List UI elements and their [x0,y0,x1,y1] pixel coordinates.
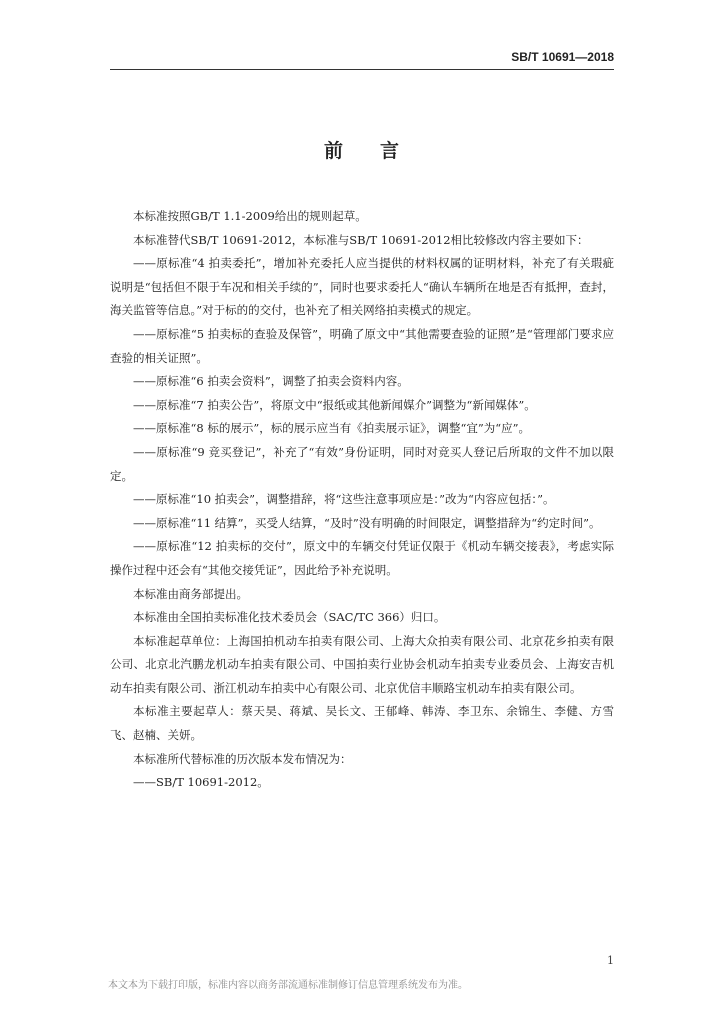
paragraph: ——原标准“10 拍卖会”，调整措辞，将“这些注意事项应是：”改为“内容应包括：”。 [133,492,555,507]
paragraph: ——原标准“7 拍卖公告”，将原文中“报纸或其他新闻媒介”调整为“新闻媒体”。 [133,397,536,412]
paragraph: ——原标准“11 结算”，买受人结算，“及时”没有明确的时间限定，调整措辞为“约定时间”。 [133,515,601,530]
paragraph: 本标准替代SB/T 10691-2012，本标准与SB/T 10691-2012相比较修改内容主要如下： [133,232,589,247]
title-part-2: 言 [380,140,401,162]
paragraph: ——原标准“8 标的展示”，标的展示应当有《拍卖展示证》，调整“宜”为“应”。 [133,421,530,436]
paragraph: ——原标准“5 拍卖标的查验及保管”，明确了原文中“其他需要查验的证照”是“管理部门要求应查验的相关证照”。 [110,326,614,365]
paragraph: 本标准主要起草人：蔡天昊、蒋斌、吴长文、王郁峰、韩涛、李卫东、余锦生、李健、方雪飞、赵楠、关妍。 [110,704,614,743]
paragraph: ——原标准“12 拍卖标的交付”，原文中的车辆交付凭证仅限于《机动车辆交接表》，考虑实际操作过程中还会有“其他交接凭证”，因此给予补充说明。 [110,539,614,577]
paragraph: ——原标准“6 拍卖会资料”，调整了拍卖会资料内容。 [133,374,409,389]
paragraph: ——原标准“4 拍卖委托”，增加补充委托人应当提供的材料权属的证明材料，补充了有关瑕疵说明是“包括但不限于车况和相关手续的”，同时也要求委托人“确认车辆所在地是否有抵押，查封，海关监管等信息。”对于标的的交付，也补充了相关网络拍卖模式的规定。 [110,256,614,318]
paragraph: 本标准起草单位：上海国拍机动车拍卖有限公司、上海大众拍卖有限公司、北京花乡拍卖有限公司、北京北汽鹏龙机动车拍卖有限公司、中国拍卖行业协会机动车拍卖专业委员会、上海安吉机动车拍卖有限公司、浙江机动车拍卖中心有限公司、北京优信丰顺路宝机动车拍卖有限公司。 [110,633,614,695]
page-number: 1 [607,954,614,967]
paragraph: ——SB/T 10691-2012。 [133,775,269,790]
footer-note: 本文本为下载打印版，标准内容以商务部流通标准制修订信息管理系统发布为准。 [108,980,468,991]
page-title [0,136,724,163]
paragraph: 本标准由全国拍卖标准化技术委员会（SAC/TC 366）归口。 [133,610,446,625]
paragraph: 本标准所代替标准的历次版本发布情况为： [133,751,352,766]
foreword-body [110,205,614,795]
standard-code: SB/T 10691—2018 [511,50,614,64]
title-part-1: 前 [323,140,344,162]
paragraph: 本标准由商务部提出。 [133,586,248,601]
header-rule [110,69,614,70]
paragraph: ——原标准“9 竞买登记”，补充了“有效”身份证明，同时对竞买人登记后所取的文件不加以限定。 [110,444,614,483]
paragraph: 本标准按照GB/T 1.1-2009给出的规则起草。 [133,209,367,223]
